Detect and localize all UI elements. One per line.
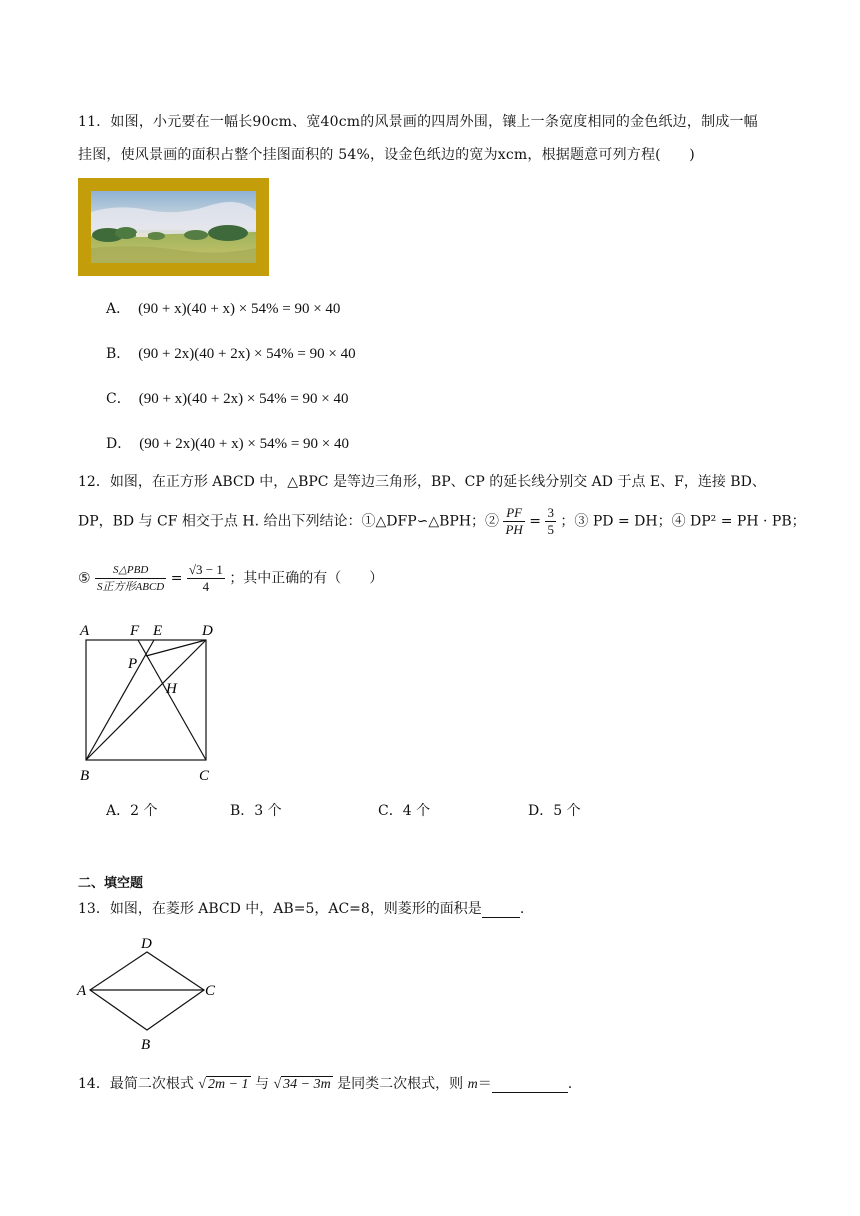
q11-option-b[interactable]: B． (90 + 2x)(40 + 2x) × 54% = 90 × 40 [106, 346, 356, 362]
label-p: P [128, 656, 138, 672]
section-title-fill-in: 二、填空题 [78, 876, 144, 891]
landscape-painting [78, 178, 269, 276]
q12-option-c[interactable]: C．4 个 [378, 803, 431, 819]
label-a: A [80, 623, 90, 639]
q11-painting-figure [78, 178, 269, 276]
fraction-sqrt3-minus-1-over-4: $\frac{√3 - 1}{4}$ [188, 562, 223, 594]
q12-option-a[interactable]: A．2 个 [106, 803, 158, 819]
segment-be [86, 640, 154, 760]
q13-rhombus-figure [74, 932, 224, 1054]
label-c: C [199, 768, 210, 784]
q14-answer-blank[interactable] [492, 1076, 568, 1093]
q12-option-b[interactable]: B．3 个 [230, 803, 282, 819]
fraction-3-5: $\frac{3}{5}$ [547, 505, 554, 537]
segment-cf [138, 640, 206, 760]
q13-stem: 13．如图，在菱形 ABCD 中，AB=5，AC=8，则菱形的面积是 . [78, 901, 525, 917]
radical-34-minus-3m: √ 34 − 3m [273, 1077, 331, 1092]
label-a: A [77, 983, 87, 999]
label-c: C [205, 983, 216, 999]
q11-line1: 11．如图，小元要在一幅长90cm、宽40cm的风景画的四周外围，镶上一条宽度相同的金色纸边，制成一幅 [78, 114, 758, 130]
fraction-pf-ph: $\frac{PF}{PH}$ [505, 505, 523, 537]
q14-stem: 14．最简二次根式 √ 2m − 1 与 √ 34 − 3m 是同类二次根式，则 m＝ . [78, 1076, 573, 1092]
fraction-area-ratio: $\frac{\text{S△PBD}}{\text{S正方形ABCD}}$ [97, 564, 165, 593]
q12-square-figure [76, 618, 226, 786]
q11-option-a[interactable]: A． (90 + x)(40 + x) × 54% = 90 × 40 [106, 301, 341, 317]
q12-line1: 12．如图，在正方形 ABCD 中，△BPC 是等边三角形，BP、CP 的延长线分别交 AD 于点 E、F，连接 BD、 [78, 474, 766, 490]
q11-option-d[interactable]: D． (90 + 2x)(40 + x) × 54% = 90 × 40 [106, 436, 350, 452]
q12-line3: ⑤ $\frac{\text{S△PBD}}{\text{S正方形ABCD}}$ = $\frac{√3 - 1}{4}$ ；其中正确的有（ ） [78, 562, 384, 594]
label-h: H [166, 681, 177, 697]
label-f: F [130, 623, 140, 639]
q11-stem [78, 106, 798, 172]
q12-option-d[interactable]: D．5 个 [528, 803, 581, 819]
radical-2m-minus-1: √ 2m − 1 [198, 1077, 249, 1092]
q12-line2: DP，BD 与 CF 相交于点 H. 给出下列结论：①△DFP∽△BPH；② $\frac{PF}{PH}$ = $\frac{3}{5}$ ；③ PD = DH；④ DP² = PH · PB； [78, 505, 806, 537]
segment-bd [86, 640, 206, 760]
label-b: B [80, 768, 90, 784]
segment-dp [146, 640, 206, 656]
label-b: B [141, 1037, 151, 1053]
q13-answer-blank[interactable] [482, 901, 520, 918]
label-e: E [153, 623, 163, 639]
label-d: D [141, 936, 152, 952]
q11-line2: 挂图，使风景画的面积占整个挂图面积的 54%，设金色纸边的宽为xcm，根据题意可列方程( ) [78, 147, 695, 163]
rhombus-abcd [90, 952, 204, 1030]
q11-option-c[interactable]: C． (90 + x)(40 + 2x) × 54% = 90 × 40 [106, 391, 349, 407]
label-d: D [202, 623, 213, 639]
